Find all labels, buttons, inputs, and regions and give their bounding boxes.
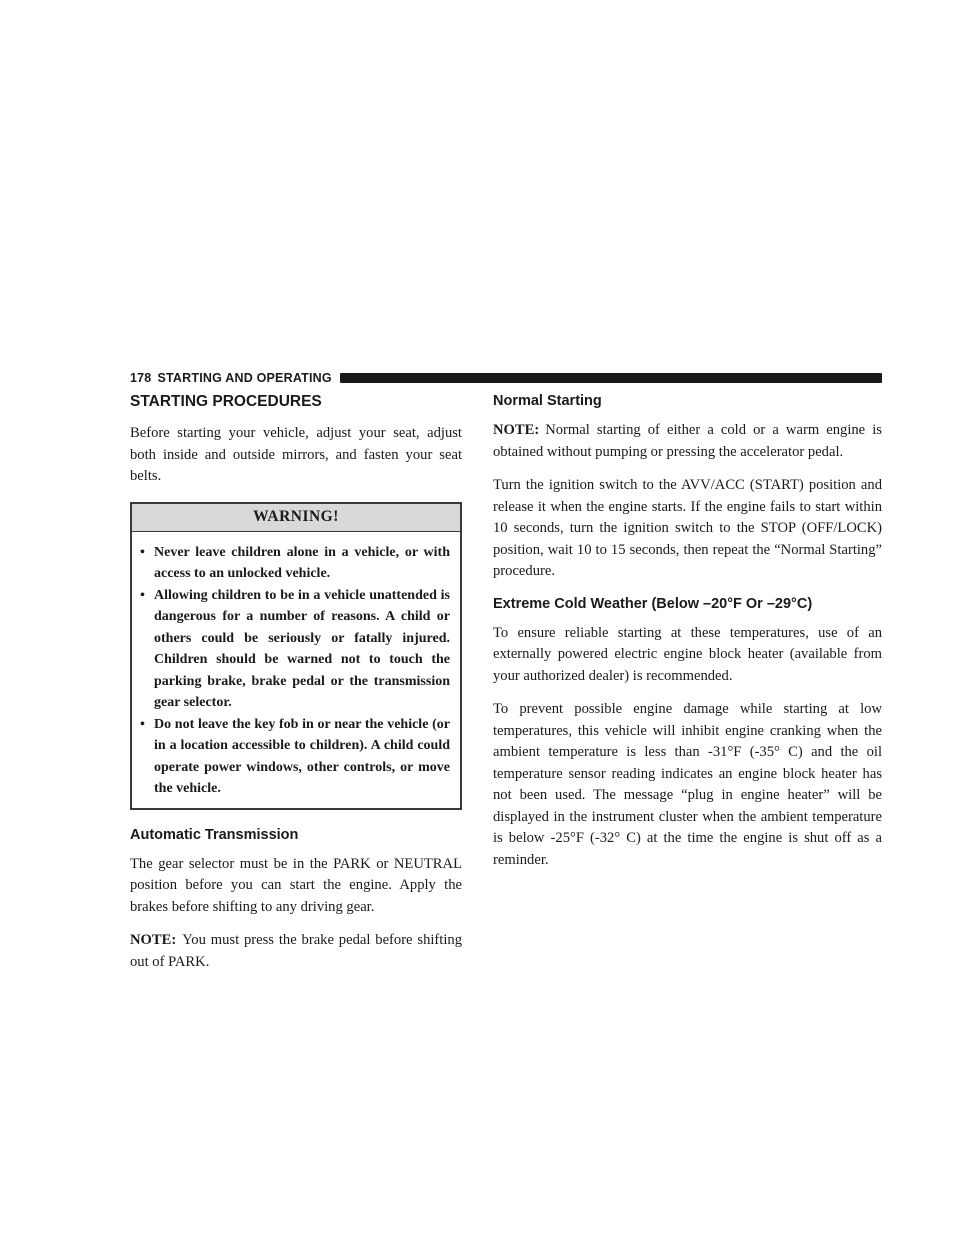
note-text: Normal starting of either a cold or a warm engine is obtained without pumping or pressing the accelerator pedal. bbox=[493, 422, 882, 460]
warning-title: WARNING! bbox=[132, 504, 460, 532]
normal-starting-paragraph: Turn the ignition switch to the AVV/ACC (START) position and release it when the engine starts. If the engine fails to start within 10 seconds, turn the ignition switch to the STOP (OFF/LOCK) position, wait 10 to 15 seconds, then repeat the “Normal Starting” procedure. bbox=[493, 477, 882, 579]
bullet-icon: • bbox=[140, 716, 145, 732]
warning-item: • Do not leave the key fob in or near the vehicle (or in a location accessible to children). A child could operate power windows, other controls, or move the vehicle. bbox=[140, 714, 450, 800]
warning-item: • Allowing children to be in a vehicle unattended is dangerous for a number of reasons. A child or others could be seriously or fatally injured. Children should be warned not to touch the parking brake, brake pedal or the transmission gear selector. bbox=[140, 585, 450, 714]
note-label: NOTE: bbox=[130, 932, 177, 948]
automatic-transmission-note bbox=[130, 930, 462, 973]
extreme-cold-heading: Extreme Cold Weather (Below –20°F Or –29°C) bbox=[493, 595, 813, 612]
right-column bbox=[493, 392, 882, 883]
note-label: NOTE: bbox=[493, 422, 540, 438]
page-number: 178 bbox=[130, 371, 152, 385]
bullet-icon: • bbox=[140, 544, 145, 560]
automatic-transmission-heading: Automatic Transmission bbox=[130, 826, 299, 843]
extreme-cold-paragraph-2: To prevent possible engine damage while starting at low temperatures, this vehicle will inhibit engine cranking when the ambient temperature is less than -31°F (-35° C) and the oil temperature sensor reading indicates an engine block heater has not been used. The message “plug in engine heater” will be displayed in the instrument cluster when the ambient temperature is below -25°F (-32° C) at the time the engine is shut off as a reminder. bbox=[493, 701, 882, 868]
section-title: STARTING AND OPERATING bbox=[157, 371, 332, 385]
header-rule bbox=[340, 373, 882, 383]
automatic-transmission-paragraph: The gear selector must be in the PARK or NEUTRAL position before you can start the engine. Apply the brakes before shifting to any driving gear. bbox=[130, 855, 462, 915]
page-header bbox=[130, 371, 882, 385]
note-text: You must press the brake pedal before shifting out of PARK. bbox=[130, 932, 462, 970]
left-column bbox=[130, 392, 462, 985]
warning-box bbox=[130, 502, 462, 810]
warning-item: • Never leave children alone in a vehicle, or with access to an unlocked vehicle. bbox=[140, 542, 450, 585]
starting-procedures-heading: STARTING PROCEDURES bbox=[130, 393, 322, 410]
bullet-icon: • bbox=[140, 587, 145, 603]
warning-list bbox=[132, 532, 460, 808]
normal-starting-heading: Normal Starting bbox=[493, 393, 602, 409]
intro-paragraph: Before starting your vehicle, adjust your seat, adjust both inside and outside mirrors, and fasten your seat belts. bbox=[130, 425, 462, 484]
extreme-cold-paragraph-1: To ensure reliable starting at these temperatures, use of an externally powered electric engine block heater (available from your authorized dealer) is recommended. bbox=[493, 624, 882, 684]
normal-starting-note bbox=[493, 420, 882, 463]
